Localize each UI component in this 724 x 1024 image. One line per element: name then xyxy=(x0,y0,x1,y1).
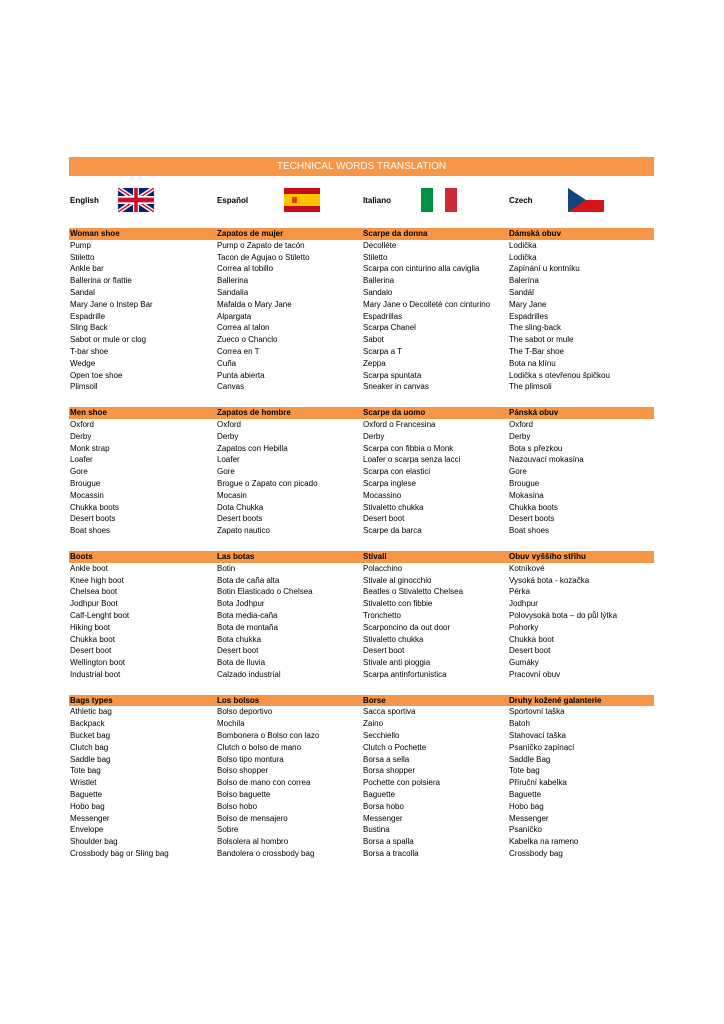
table-cell: Bolso de mano con correa xyxy=(217,778,311,788)
table-cell: Messenger xyxy=(509,813,549,823)
table-cell: Oxford xyxy=(70,419,95,429)
table-row xyxy=(69,848,654,860)
table-row xyxy=(69,563,654,575)
table-row xyxy=(69,598,654,610)
table-cell: Bota na klínu xyxy=(509,358,556,368)
table-row xyxy=(69,754,654,766)
table-cell: Pump o Zapato de tacón xyxy=(217,240,305,250)
table-row xyxy=(69,263,654,275)
table-cell: Lodička s otevřenou špičkou xyxy=(509,370,610,380)
translation-sheet xyxy=(69,157,654,860)
table-cell: Bustina xyxy=(363,825,390,835)
table-cell: Sobre xyxy=(217,825,239,835)
table-row xyxy=(69,334,654,346)
table-cell: Stiletto xyxy=(70,252,95,262)
table-cell: Dota Chukka xyxy=(217,502,264,512)
section-header-cell: Zapatos de hombre xyxy=(217,408,291,418)
table-cell: Derby xyxy=(70,431,92,441)
table-cell: Wedge xyxy=(70,358,96,368)
table-cell: Lodička xyxy=(509,252,537,262)
table-cell: Sling Back xyxy=(70,323,108,333)
table-cell: Bolso de mensajero xyxy=(217,813,288,823)
table-cell: Decolléte xyxy=(363,240,397,250)
table-cell: Scarpe da barca xyxy=(363,526,422,536)
table-cell: Hobo bag xyxy=(509,801,544,811)
table-row xyxy=(69,252,654,264)
table-cell: Tote bag xyxy=(509,766,540,776)
section-header-cell: Los bolsos xyxy=(217,695,260,705)
table-cell: Tacon de Agujao o Stiletto xyxy=(217,252,310,262)
table-cell: Desert boots xyxy=(70,514,116,524)
section-header-cell: Zapatos de mujer xyxy=(217,229,284,238)
table-cell: Stivale anti pioggia xyxy=(363,658,431,668)
table-cell: Bota chukka xyxy=(217,634,262,644)
table-cell: Batoh xyxy=(509,719,530,729)
uk-flag-icon xyxy=(118,188,154,212)
section-gap xyxy=(69,393,654,407)
table-row xyxy=(69,431,654,443)
table-cell: Mary Jane o Decolletè con cinturino xyxy=(363,299,491,309)
table-cell: Polovysoká bota – do půl lýtka xyxy=(509,610,618,620)
table-cell: Mary Jane xyxy=(509,299,547,309)
table-cell: Bota Jodhpur xyxy=(217,599,265,609)
italy-flag-icon xyxy=(421,188,457,212)
table-cell: Scarpa inglese xyxy=(363,478,416,488)
table-cell: Clutch o Pochette xyxy=(363,742,427,752)
table-cell: T-bar shoe xyxy=(70,346,109,356)
table-cell: Sandalia xyxy=(217,287,249,297)
table-row xyxy=(69,730,654,742)
table-cell: Polacchino xyxy=(363,563,403,573)
section-header-cell: Borse xyxy=(363,695,386,705)
table-cell: Gumáky xyxy=(509,658,539,668)
table-cell: Crossbody bag xyxy=(509,849,563,859)
table-cell: Espadrille xyxy=(70,311,106,321)
table-cell: Saddle Bag xyxy=(509,754,551,764)
table-cell: Pump xyxy=(70,240,91,250)
spain-flag-icon xyxy=(284,188,320,212)
table-row xyxy=(69,370,654,382)
table-row xyxy=(69,777,654,789)
table-cell: The T-Bar shoe xyxy=(509,346,564,356)
table-cell: Punta abierta xyxy=(217,370,265,380)
section-header-cell: Pánská obuv xyxy=(509,408,559,418)
table-cell: Boat shoes xyxy=(70,526,111,536)
language-name: Italiano xyxy=(363,196,392,205)
table-cell: Desert boot xyxy=(217,646,259,656)
table-cell: Sabot xyxy=(363,335,384,345)
table-cell: Sandal xyxy=(70,287,95,297)
table-row xyxy=(69,718,654,730)
table-row xyxy=(69,765,654,777)
table-cell: Chelsea boot xyxy=(70,587,118,597)
table-cell: Bombonera o Bolso con lazo xyxy=(217,731,320,741)
table-row xyxy=(69,299,654,311)
table-row xyxy=(69,346,654,358)
table-cell: Ballerina xyxy=(217,276,249,286)
table-cell: Chukka boots xyxy=(70,502,119,512)
table-cell: Stiletto xyxy=(363,252,388,262)
table-cell: Oxford xyxy=(509,419,534,429)
table-cell: Backpack xyxy=(70,719,105,729)
table-cell: Zapatos con Hebilla xyxy=(217,443,288,453)
table-cell: Alpargata xyxy=(217,311,252,321)
table-cell: Oxford o Francesina xyxy=(363,419,436,429)
table-cell: Loafer xyxy=(70,455,93,465)
table-row xyxy=(69,575,654,587)
table-cell: Bota de caña alta xyxy=(217,575,280,585)
table-cell: Zapínání u kontníku xyxy=(509,264,580,274)
table-cell: Mocassin xyxy=(70,490,104,500)
table-row xyxy=(69,502,654,514)
table-cell: Mary Jane o Instep Bar xyxy=(70,299,153,309)
table-cell: Open toe shoe xyxy=(70,370,123,380)
table-cell: Scarponcino da out door xyxy=(363,622,451,632)
table-cell: Desert boots xyxy=(509,514,555,524)
table-cell: Scarpa antinfortunistica xyxy=(363,669,447,679)
section-header xyxy=(69,695,654,707)
table-cell: Mafalda o Mary Jane xyxy=(217,299,292,309)
table-row xyxy=(69,513,654,525)
section-header-cell: Las botas xyxy=(217,551,255,561)
table-row xyxy=(69,824,654,836)
table-cell: Plimsoll xyxy=(70,382,98,392)
table-cell: Kabelka na rameno xyxy=(509,837,579,847)
table-cell: Scarpa spuntata xyxy=(363,370,422,380)
table-cell: Shoulder bag xyxy=(70,837,118,847)
table-row xyxy=(69,610,654,622)
table-cell: Sportovní taška xyxy=(509,707,565,717)
table-cell: Bolsolera al hombro xyxy=(217,837,289,847)
table-row xyxy=(69,525,654,537)
section-header xyxy=(69,228,654,240)
table-cell: Wellington boot xyxy=(70,658,125,668)
table-cell: The sling-back xyxy=(509,323,562,333)
table-cell: Chukka boots xyxy=(509,502,558,512)
table-row xyxy=(69,287,654,299)
table-cell: The plimsoli xyxy=(509,382,552,392)
table-cell: Loafer xyxy=(217,455,240,465)
table-cell: Botin xyxy=(217,563,236,573)
section-header xyxy=(69,407,654,419)
table-cell: Pohorky xyxy=(509,622,539,632)
table-cell: Sneaker in canvas xyxy=(363,382,429,392)
section-header-cell: Scarpe da donna xyxy=(363,229,428,238)
table-row xyxy=(69,443,654,455)
table-cell: Mokasína xyxy=(509,490,544,500)
table-cell: Baguette xyxy=(70,790,103,800)
table-cell: Psaníčko zapínací xyxy=(509,742,575,752)
table-cell: Bucket bag xyxy=(70,731,111,741)
table-cell: Derby xyxy=(217,431,239,441)
section-header-cell: Woman shoe xyxy=(70,229,120,238)
table-cell: Bota de montaña xyxy=(217,622,278,632)
table-cell: Lodička xyxy=(509,240,537,250)
language-name: Español xyxy=(217,196,249,205)
table-cell: Knee high boot xyxy=(70,575,124,585)
table-cell: Balerína xyxy=(509,276,539,286)
table-cell: Mocassino xyxy=(363,490,402,500)
table-cell: Scarpa con elastici xyxy=(363,467,431,477)
table-row xyxy=(69,789,654,801)
sheet-title: TECHNICAL WORDS TRANSLATION xyxy=(69,157,654,176)
table-cell: Correa en T xyxy=(217,346,260,356)
table-row xyxy=(69,622,654,634)
table-row xyxy=(69,490,654,502)
table-cell: Scarpa Chanel xyxy=(363,323,416,333)
table-cell: Clutch o bolso de mano xyxy=(217,742,302,752)
table-cell: Brogue o Zapato con picado xyxy=(217,478,318,488)
section-header-cell: Druhy kožené galanterie xyxy=(509,695,602,705)
section-gap xyxy=(69,681,654,695)
table-cell: Derby xyxy=(363,431,385,441)
table-cell: Correa al tobillo xyxy=(217,264,274,274)
table-row xyxy=(69,801,654,813)
section-header xyxy=(69,551,654,563)
table-cell: Monk strap xyxy=(70,443,110,453)
table-cell: Mochila xyxy=(217,719,245,729)
section-header-cell: Dámská obuv xyxy=(509,229,562,238)
table-cell: Baguette xyxy=(363,790,396,800)
table-cell: Bota de lluvia xyxy=(217,658,266,668)
table-cell: Bota s přezkou xyxy=(509,443,563,453)
table-cell: Hobo bag xyxy=(70,801,105,811)
table-cell: Botin Elasticado o Chelsea xyxy=(217,587,313,597)
section-header-cell: Scarpe da uomo xyxy=(363,408,426,418)
table-cell: Desert boots xyxy=(217,514,263,524)
table-cell: Messenger xyxy=(70,813,110,823)
table-cell: Bolso baguette xyxy=(217,790,271,800)
table-cell: Pochette con polsiera xyxy=(363,778,440,788)
language-header-row xyxy=(69,176,654,228)
table-cell: Sandalo xyxy=(363,287,393,297)
table-cell: Ankle boot xyxy=(70,563,108,573)
table-cell: Stivaletto chukka xyxy=(363,634,424,644)
section-header-cell: Obuv vyššího střihu xyxy=(509,551,586,561)
sections-container xyxy=(69,228,654,860)
table-row xyxy=(69,645,654,657)
table-cell: Wristlet xyxy=(70,778,97,788)
section-header-cell: Men shoe xyxy=(70,408,107,418)
table-cell: Sacca sportiva xyxy=(363,707,416,717)
table-row xyxy=(69,706,654,718)
section-gap xyxy=(69,537,654,551)
table-cell: Jodhpur Boot xyxy=(70,599,118,609)
table-row xyxy=(69,478,654,490)
table-row xyxy=(69,311,654,323)
table-cell: Industrial boot xyxy=(70,669,121,679)
table-row xyxy=(69,240,654,252)
table-cell: Brougue xyxy=(70,478,101,488)
table-cell: Messenger xyxy=(363,813,403,823)
section-header-cell: Boots xyxy=(70,551,93,561)
table-cell: Gore xyxy=(509,467,527,477)
table-cell: Espadrillas xyxy=(363,311,403,321)
table-cell: Baguette xyxy=(509,790,542,800)
table-cell: Pracovní obuv xyxy=(509,669,561,679)
section-header-cell: Bags types xyxy=(70,695,113,705)
table-cell: Borsa hobo xyxy=(363,801,404,811)
table-cell: Bolso shopper xyxy=(217,766,269,776)
table-cell: Pérka xyxy=(509,587,530,597)
table-cell: Vysoká bota - kozačka xyxy=(509,575,590,585)
table-row xyxy=(69,275,654,287)
table-cell: Cuña xyxy=(217,358,237,368)
table-cell: Chukka boot xyxy=(509,634,554,644)
table-cell: Borsa a sella xyxy=(363,754,410,764)
table-cell: Tote bag xyxy=(70,766,101,776)
table-cell: Desert boot xyxy=(363,514,405,524)
table-cell: Boat shoes xyxy=(509,526,550,536)
table-cell: Borsa shopper xyxy=(363,766,416,776)
table-cell: Saddle bag xyxy=(70,754,111,764)
table-cell: Zaino xyxy=(363,719,384,729)
table-cell: Beatles o Stivaletto Chelsea xyxy=(363,587,464,597)
table-row xyxy=(69,454,654,466)
table-cell: Borsa a tracolla xyxy=(363,849,419,859)
table-cell: Sandál xyxy=(509,287,534,297)
table-cell: Ankle bar xyxy=(70,264,104,274)
table-cell: The sabot or mule xyxy=(509,335,574,345)
table-cell: Ballerina xyxy=(363,276,395,286)
table-cell: Correa al talon xyxy=(217,323,270,333)
table-cell: Chukka boot xyxy=(70,634,115,644)
table-cell: Tronchetto xyxy=(363,610,401,620)
table-cell: Derby xyxy=(509,431,531,441)
table-cell: Stivale al ginocchio xyxy=(363,575,432,585)
table-cell: Calzado industrial xyxy=(217,669,281,679)
table-cell: Clutch bag xyxy=(70,742,109,752)
table-cell: Gore xyxy=(70,467,88,477)
table-cell: Stivaletto chukka xyxy=(363,502,424,512)
table-row xyxy=(69,586,654,598)
section-header-cell: Stivali xyxy=(363,551,387,561)
table-cell: Stivaletto con fibbie xyxy=(363,599,433,609)
table-cell: Bolso deportivo xyxy=(217,707,273,717)
table-cell: Jodhpur xyxy=(509,599,538,609)
table-cell: Desert boot xyxy=(363,646,405,656)
table-cell: Crossbody bag or Sling bag xyxy=(70,849,169,859)
table-row xyxy=(69,358,654,370)
table-row xyxy=(69,381,654,393)
table-cell: Zueco o Chanclo xyxy=(217,335,278,345)
language-name: Czech xyxy=(509,196,533,205)
language-name: English xyxy=(70,196,99,205)
table-cell: Ballerina or flattie xyxy=(70,276,132,286)
table-cell: Bolso hobo xyxy=(217,801,258,811)
table-cell: Bolso tipo montura xyxy=(217,754,284,764)
table-cell: Nazouvací mokasína xyxy=(509,455,584,465)
table-row xyxy=(69,813,654,825)
czech-flag-icon xyxy=(568,188,604,212)
table-cell: Příruční kabelka xyxy=(509,778,567,788)
table-cell: Stahovací taška xyxy=(509,731,566,741)
table-cell: Brougue xyxy=(509,478,540,488)
table-cell: Mocasin xyxy=(217,490,247,500)
table-row xyxy=(69,669,654,681)
table-cell: Espadrilles xyxy=(509,311,549,321)
table-row xyxy=(69,742,654,754)
table-cell: Loafer o scarpa senza lacci xyxy=(363,455,461,465)
table-cell: Hiking boot xyxy=(70,622,111,632)
table-cell: Borsa a spalla xyxy=(363,837,414,847)
table-cell: Desert boot xyxy=(509,646,551,656)
table-row xyxy=(69,634,654,646)
table-cell: Envelope xyxy=(70,825,104,835)
table-cell: Scarpa con cinturino alla caviglia xyxy=(363,264,480,274)
table-row xyxy=(69,836,654,848)
table-cell: Gore xyxy=(217,467,235,477)
table-cell: Zapato nautico xyxy=(217,526,270,536)
table-cell: Scarpa con fibbia o Monk xyxy=(363,443,454,453)
table-cell: Desert boot xyxy=(70,646,112,656)
table-cell: Bandolera o crossbody bag xyxy=(217,849,315,859)
table-cell: Sabot or mule or clog xyxy=(70,335,147,345)
table-cell: Kotníkové xyxy=(509,563,545,573)
table-cell: Athletic bag xyxy=(70,707,112,717)
table-cell: Bota media-caña xyxy=(217,610,278,620)
table-cell: Canvas xyxy=(217,382,245,392)
table-cell: Psaníčko xyxy=(509,825,542,835)
table-cell: Zeppa xyxy=(363,358,386,368)
table-row xyxy=(69,322,654,334)
table-cell: Oxford xyxy=(217,419,242,429)
table-cell: Scarpa a T xyxy=(363,346,402,356)
table-cell: Calf-Lenght boot xyxy=(70,610,130,620)
table-row xyxy=(69,466,654,478)
table-row xyxy=(69,657,654,669)
table-cell: Secchiello xyxy=(363,731,400,741)
table-row xyxy=(69,419,654,431)
